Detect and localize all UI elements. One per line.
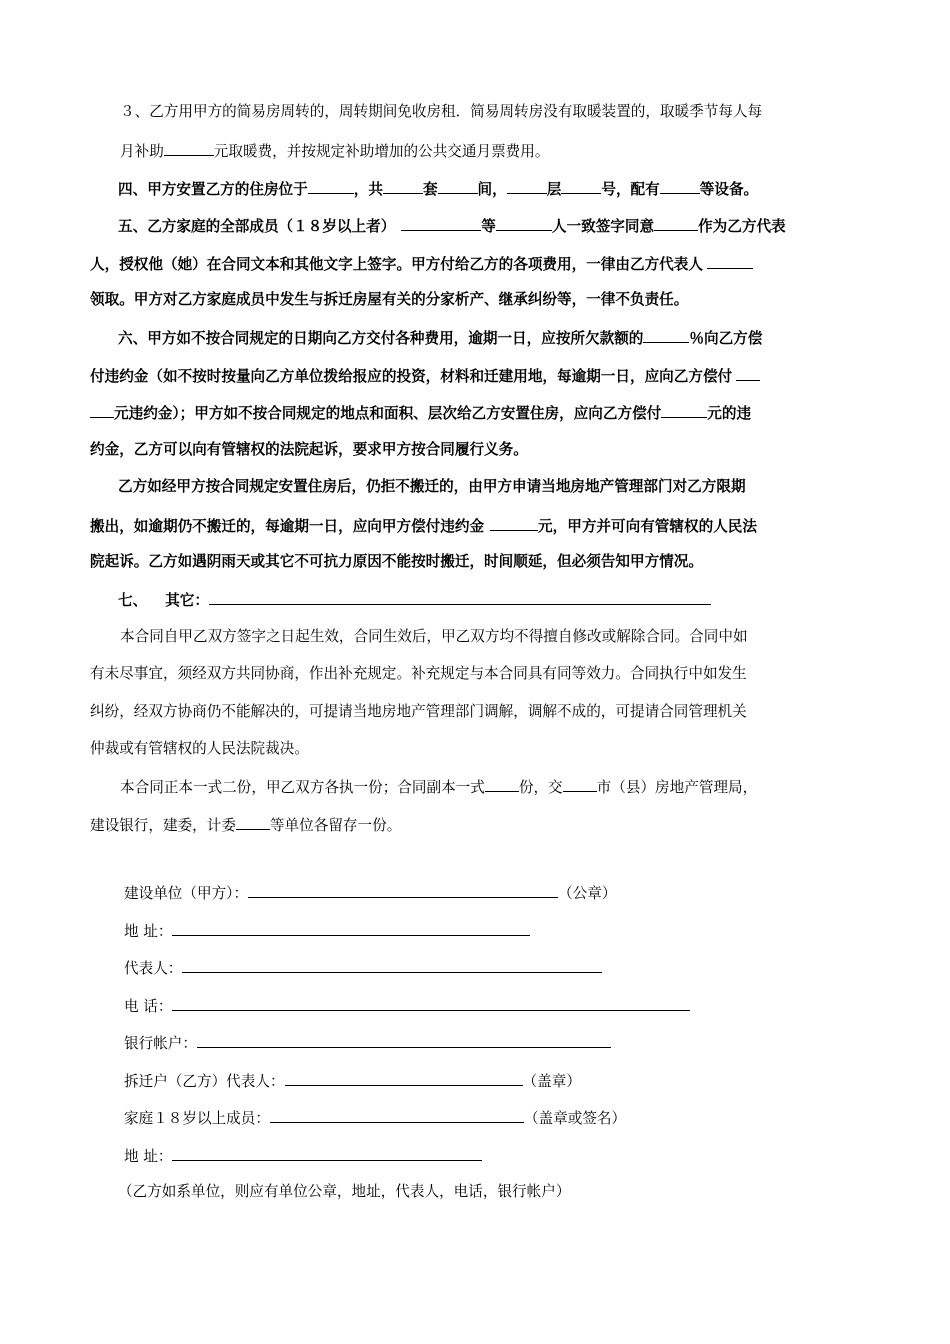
clause5-line2 — [90, 253, 753, 275]
penalty-blank-part1 — [736, 365, 760, 381]
clause5-line1 — [118, 215, 786, 237]
clause6-text-3a: 元违约金）；甲方如不按合同规定的地点和面积、层次给乙方安置住房，应向乙方偿付 — [114, 405, 662, 422]
sets-blank — [383, 178, 423, 194]
address-b-blank — [172, 1145, 482, 1161]
effect-text-3: 纠纷，经双方协商仍不能解决的，可提请当地房地产管理部门调解，调解不成的，可提请合同管理机关 — [90, 703, 747, 720]
clause6b-line2 — [90, 515, 757, 537]
clause6b-line3 — [90, 552, 703, 572]
clause6-line1 — [118, 327, 762, 349]
clause4-text-6: 号，配有 — [601, 181, 660, 198]
effect-text-2: 有未尽事宜，须经双方共同协商，作出补充规定。补充规定与本合同具有同等效力。合同执行中如发生 — [90, 665, 747, 682]
copies-text-2b: 等单位各留存一份。 — [269, 817, 402, 834]
copies-text-1a: 本合同正本一式二份，甲乙双方各执一份；合同副本一式 — [120, 779, 485, 796]
address-a-line — [124, 920, 530, 942]
bank-account-line — [124, 1032, 611, 1054]
clause4-text-2: ，共 — [353, 181, 383, 198]
clause6b-text-2a: 搬出，如逾期仍不搬迁的，每逾期一日，应向甲方偿付违约金 — [90, 518, 485, 535]
members-blank — [401, 215, 481, 231]
address-a-blank — [172, 920, 530, 936]
clause5-text-2a: 人，授权他（她）在合同文本和其他文字上签字。甲方付给乙方的各项费用，一律由乙方代表人 — [90, 256, 703, 273]
clause7-label: 其它： — [165, 592, 209, 609]
party-b-line — [124, 1070, 581, 1092]
clause6-text-4: 约金，乙方可以向有管辖权的法院起诉，要求甲方按合同履行义务。 — [90, 441, 528, 458]
clause6b-line1 — [118, 477, 746, 497]
clause6-line4 — [90, 440, 528, 460]
phone-line — [124, 995, 690, 1017]
effect-line1 — [120, 627, 748, 647]
clause6-text-2a: 付违约金（如不按时按量向乙方单位拨给报应的投资，材料和迁建用地，每逾期一日，应向乙方偿付 — [90, 368, 733, 385]
clause4-text-3: 套 — [422, 181, 438, 198]
phone-label: 电 话： — [124, 998, 173, 1015]
clause5-line3 — [90, 290, 688, 310]
penalty-blank-part2 — [90, 402, 114, 418]
party-b-note: （乙方如系单位，则应有单位公章，地址，代表人，电话，银行帐户） — [118, 1183, 571, 1200]
clause5-text-1c: 人一致签字同意 — [551, 218, 655, 235]
clause6b-text-1: 乙方如经甲方按合同规定安置住房后，仍拒不搬迁的，由甲方申请当地房地产管理部门对乙方限期 — [118, 478, 746, 495]
clause6-line2 — [90, 365, 760, 387]
effect-text-4: 仲裁或有管辖权的人民法院裁决。 — [90, 740, 309, 757]
copies-text-1c: 市（县）房地产管理局， — [596, 779, 758, 796]
number-blank — [561, 178, 601, 194]
party-b-seal-label: （盖章） — [522, 1073, 581, 1090]
clause4-text-4: 间， — [477, 181, 507, 198]
effect-line3 — [90, 702, 747, 722]
address-b-line — [124, 1145, 482, 1167]
effect-line2 — [90, 664, 747, 684]
note-line — [118, 1182, 570, 1202]
family-line — [124, 1107, 626, 1129]
party-a-seal-label: （公章） — [558, 885, 617, 902]
party-b-label: 拆迁户（乙方）代表人： — [124, 1073, 285, 1090]
bank-account-blank — [197, 1032, 611, 1048]
representative-name-blank — [707, 253, 753, 269]
heating-subsidy-blank — [164, 140, 214, 156]
phone-blank — [172, 995, 690, 1011]
city-blank — [563, 776, 597, 792]
clause3-text-a: 月补助 — [120, 143, 164, 160]
clause3-line2 — [120, 140, 549, 162]
clause7-number: 七、 — [118, 592, 148, 609]
copies-text-1b: 份，交 — [518, 779, 563, 796]
clause6-line3 — [90, 402, 751, 424]
percent-blank — [643, 327, 689, 343]
family-blank — [270, 1107, 524, 1123]
effect-text-1: 本合同自甲乙双方签字之日起生效，合同生效后，甲乙双方均不得擅自修改或解除合同。合同中如 — [120, 628, 748, 645]
clause5-text-1d: 作为乙方代表 — [698, 218, 786, 235]
member-count-blank — [496, 215, 552, 231]
clause7-line — [118, 589, 711, 611]
housing-location-blank — [308, 178, 354, 194]
duplicate-count-blank — [485, 776, 519, 792]
clause3-text: ３、乙方用甲方的简易房周转的，周转期间免收房租．简易周转房没有取暖装置的，取暖季节每人每 — [120, 103, 763, 120]
clause5-text-1b: 等 — [481, 218, 496, 235]
housing-penalty-blank — [661, 402, 707, 418]
clause6b-text-3: 院起诉。乙方如遇阴雨天或其它不可抗力原因不能按时搬迁，时间顺延，但必须告知甲方情况。 — [90, 553, 703, 570]
clause4-line — [118, 178, 758, 200]
equipment-blank — [660, 178, 700, 194]
party-b-blank — [285, 1070, 523, 1086]
copies-line1 — [120, 776, 757, 798]
representative-label: 代表人： — [124, 960, 183, 977]
party-a-line — [124, 882, 616, 904]
clause5-text-1a: 五、乙方家庭的全部成员（１８岁以上者） — [118, 218, 396, 235]
address-a-label: 地 址： — [124, 923, 173, 940]
planning-committee-blank — [236, 814, 270, 830]
clause3-line1 — [120, 102, 762, 122]
clause4-text-1: 四、甲方安置乙方的住房位于 — [118, 181, 308, 198]
clause3-text-b: 元取暖费，并按规定补助增加的公共交通月票费用。 — [213, 143, 550, 160]
address-b-label: 地 址： — [124, 1148, 173, 1165]
floor-blank — [507, 178, 547, 194]
clause6b-text-2b: 元，甲方并可向有管辖权的人民法 — [538, 518, 757, 535]
representative-blank — [654, 215, 698, 231]
clause5-text-3: 领取。甲方对乙方家庭成员中发生与拆迁房屋有关的分家析产、继承纠纷等，一律不负责任。 — [90, 291, 689, 308]
eviction-penalty-blank — [490, 515, 538, 531]
party-a-label: 建设单位（甲方）： — [124, 885, 249, 902]
clause6-text-1b: ％向乙方偿 — [689, 330, 763, 347]
party-a-blank — [248, 882, 558, 898]
rooms-blank — [438, 178, 478, 194]
copies-line2 — [90, 814, 401, 836]
effect-line4 — [90, 739, 309, 759]
bank-account-label: 银行帐户： — [124, 1035, 197, 1052]
clause4-text-7: 等设备。 — [699, 181, 759, 198]
family-label: 家庭１８岁以上成员： — [124, 1110, 270, 1127]
family-seal-label: （盖章或签名） — [523, 1110, 627, 1127]
representative-line — [124, 957, 602, 979]
clause6-text-1a: 六、甲方如不按合同规定的日期向乙方交付各种费用，逾期一日，应按所欠款额的 — [118, 330, 644, 347]
other-terms-blank — [209, 589, 711, 605]
copies-text-2a: 建设银行，建委，计委 — [90, 817, 236, 834]
representative-sign-blank — [182, 957, 602, 973]
clause4-text-5: 层 — [546, 181, 562, 198]
clause6-text-3b: 元的违 — [707, 405, 752, 422]
